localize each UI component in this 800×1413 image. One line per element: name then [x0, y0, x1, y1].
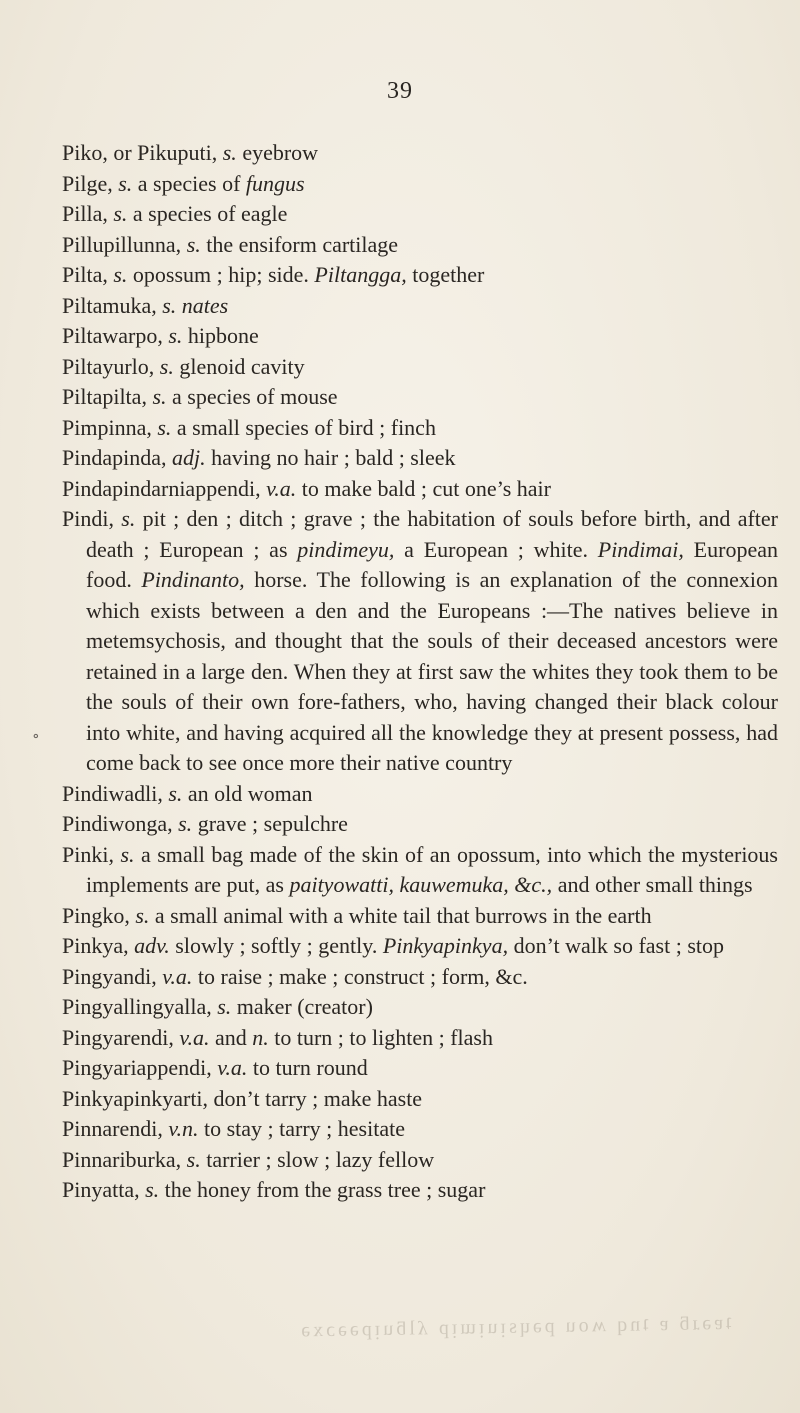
- dictionary-entries: [62, 138, 778, 1206]
- entry-text: Piltawarpo,: [62, 323, 169, 348]
- entry-text: having no hair ; bald ; sleek: [205, 445, 456, 470]
- entry-italic-text: s.: [186, 1146, 201, 1172]
- entry-italic-text: nates: [181, 292, 229, 318]
- entry-italic-text: s.: [118, 170, 133, 196]
- entry-italic-text: adv.: [134, 933, 170, 958]
- entry-italic-text: s.: [178, 811, 193, 836]
- entry-text: to turn round: [247, 1055, 368, 1080]
- entry-text: to stay ; tarry ; hesitate: [198, 1116, 405, 1141]
- entry-text: European food.: [86, 536, 778, 592]
- dictionary-entry: [62, 1023, 778, 1054]
- dictionary-entry: [62, 1175, 778, 1206]
- dictionary-entry: [62, 230, 778, 261]
- entry-text: Pinkya,: [62, 933, 135, 958]
- entry-italic-text: s.: [162, 292, 177, 318]
- entry-italic-text: v.a.: [162, 963, 193, 989]
- entry-italic-text: v.a.: [266, 475, 297, 501]
- entry-text: Pingko,: [62, 902, 136, 928]
- dictionary-entry: [62, 413, 778, 444]
- dictionary-entry: [62, 443, 778, 474]
- dictionary-entry: [62, 1084, 778, 1115]
- dictionary-entry: [62, 321, 778, 352]
- dictionary-entry: [62, 901, 778, 932]
- entry-text: a small species of bird ; finch: [171, 414, 436, 440]
- entry-text: Pingyariappendi,: [62, 1055, 218, 1080]
- dictionary-entry: [62, 199, 778, 230]
- entry-italic-text: s.: [222, 140, 237, 165]
- entry-text: glenoid cavity: [173, 353, 305, 379]
- entry-text: Pingyandi,: [62, 963, 163, 989]
- dictionary-entry: [62, 474, 778, 505]
- entry-text: to make bald ; cut one’s hair: [296, 475, 551, 501]
- entry-text: opossum ; hip; side.: [127, 262, 315, 287]
- entry-text: Pindapinda,: [62, 445, 172, 470]
- dictionary-entry: [62, 352, 778, 383]
- entry-text: Piltapilta,: [62, 384, 153, 409]
- bleed-through-text: ʇɐǝɹƃ ɐ ʇnq ʍou pǝɥsᴉuᴉɯᴉp ʎlƃuᴉpǝǝɔxǝ: [298, 1311, 732, 1342]
- entry-italic-text: s.: [152, 384, 167, 409]
- entry-text: eyebrow: [236, 140, 319, 165]
- entry-italic-text: s.: [186, 231, 201, 257]
- entry-italic-text: Piltangga,: [314, 262, 407, 287]
- entry-italic-text: s.: [168, 323, 183, 348]
- dictionary-entry: [62, 1145, 778, 1176]
- entry-text: Pingyarendi,: [62, 1024, 180, 1050]
- dictionary-entry: [62, 1114, 778, 1145]
- entry-text: Pindiwonga,: [62, 811, 179, 836]
- entry-text: Pinki,: [62, 841, 121, 867]
- entry-italic-text: s.: [120, 841, 135, 867]
- dictionary-entry: [62, 504, 778, 779]
- dictionary-entry: [62, 382, 778, 413]
- entry-italic-text: s.: [157, 414, 172, 440]
- entry-text: hipbone: [182, 323, 259, 348]
- entry-italic-text: fungus: [245, 170, 305, 196]
- entry-text: Pindiwadli,: [62, 780, 169, 806]
- entry-text: Pinkyapinkyarti, don’t tarry ; make haste: [62, 1085, 423, 1111]
- entry-italic-text: paityowatti, kauwemuka, &c.,: [289, 872, 553, 897]
- entry-text: pit ; den ; ditch ; grave ; the habitation of souls before birth, and after death ; European ; as: [86, 506, 778, 562]
- dictionary-entry: [62, 1053, 778, 1084]
- entry-italic-text: v.a.: [217, 1055, 248, 1080]
- entry-text: the honey from the grass tree ; sugar: [159, 1177, 486, 1202]
- entry-text: a small bag made of the skin of an opossum, into which the mysterious implements are put, as: [86, 841, 778, 897]
- entry-italic-text: v.n.: [168, 1116, 199, 1141]
- entry-italic-text: n.: [252, 1024, 269, 1050]
- entry-italic-text: s.: [159, 353, 174, 379]
- entry-text: maker (creator): [231, 994, 373, 1019]
- dictionary-entry: [62, 291, 778, 322]
- dictionary-entry: [62, 138, 778, 169]
- entry-italic-text: s.: [145, 1177, 160, 1202]
- entry-text: Pinyatta,: [62, 1177, 146, 1202]
- entry-italic-text: s.: [135, 902, 150, 928]
- entry-italic-text: pindimeyu,: [297, 536, 395, 562]
- page-number: 39: [387, 78, 413, 104]
- dictionary-entry: [62, 931, 778, 962]
- entry-text: tarrier ; slow ; lazy fellow: [200, 1146, 435, 1172]
- dictionary-entry: [62, 840, 778, 901]
- entry-italic-text: Pindinanto,: [141, 567, 245, 592]
- entry-text: a species of mouse: [166, 384, 338, 409]
- entry-text: to raise ; make ; construct ; form, &c.: [192, 963, 528, 989]
- entry-text: and: [209, 1024, 253, 1050]
- entry-italic-text: s.: [217, 994, 232, 1019]
- entry-text: Pilge,: [62, 170, 119, 196]
- dictionary-entry: [62, 992, 778, 1023]
- entry-text: Pinnarendi,: [62, 1116, 169, 1141]
- entry-italic-text: Pindimai,: [597, 536, 684, 562]
- entry-italic-text: s.: [168, 780, 183, 806]
- entry-italic-text: v.a.: [179, 1024, 210, 1050]
- entry-text: Pilla,: [62, 201, 114, 226]
- entry-italic-text: s.: [113, 262, 128, 287]
- dictionary-entry: [62, 962, 778, 993]
- entry-text: to turn ; to lighten ; flash: [268, 1024, 493, 1050]
- entry-text: Pindi,: [62, 506, 122, 531]
- entry-text: and other small things: [552, 872, 753, 897]
- dictionary-entry: [62, 260, 778, 291]
- entry-text: an old woman: [182, 780, 313, 806]
- entry-text: Pimpinna,: [62, 414, 158, 440]
- entry-text: Piko, or Pikuputi,: [62, 140, 223, 165]
- entry-text: Pillupillunna,: [62, 231, 187, 257]
- entry-text: a species of eagle: [127, 201, 288, 226]
- entry-italic-text: s.: [113, 201, 128, 226]
- entry-text: Pingyallingyalla,: [62, 994, 218, 1019]
- dictionary-entry: [62, 169, 778, 200]
- entry-text: Pinnariburka,: [62, 1146, 187, 1172]
- entry-text: Piltamuka,: [62, 292, 163, 318]
- entry-text: Pilta,: [62, 262, 114, 287]
- entry-text: slowly ; softly ; gently.: [169, 933, 383, 958]
- margin-mark: ∘: [32, 728, 40, 745]
- entry-text: horse. The following is an explanation of the connexion which exists between a den and the Europeans :—The natives believe in metemsychosis, and thought that the souls of their deceased ancestors were retained in a large den. When they at first saw the whites they took them to be the souls of their own fore-fathers, who, having changed their black colour into white, and having acquired all the knowledge they at present possess, had come back to see once more their native country: [86, 567, 778, 775]
- dictionary-entry: [62, 809, 778, 840]
- entry-italic-text: adj.: [172, 445, 206, 470]
- entry-text: the ensiform cartilage: [200, 231, 399, 257]
- entry-text: together: [406, 262, 485, 287]
- entry-text: don’t walk so fast ; stop: [508, 933, 724, 958]
- entry-italic-text: Pinkyapinkya,: [382, 933, 509, 958]
- entry-text: a species of: [132, 170, 246, 196]
- entry-text: a small animal with a white tail that burrows in the earth: [149, 902, 652, 928]
- entry-text: Pindapindarniappendi,: [62, 475, 267, 501]
- entry-text: a European ; white.: [394, 536, 598, 562]
- dictionary-entry: [62, 779, 778, 810]
- entry-text: grave ; sepulchre: [192, 811, 348, 836]
- entry-italic-text: s.: [121, 506, 136, 531]
- entry-text: Piltayurlo,: [62, 353, 160, 379]
